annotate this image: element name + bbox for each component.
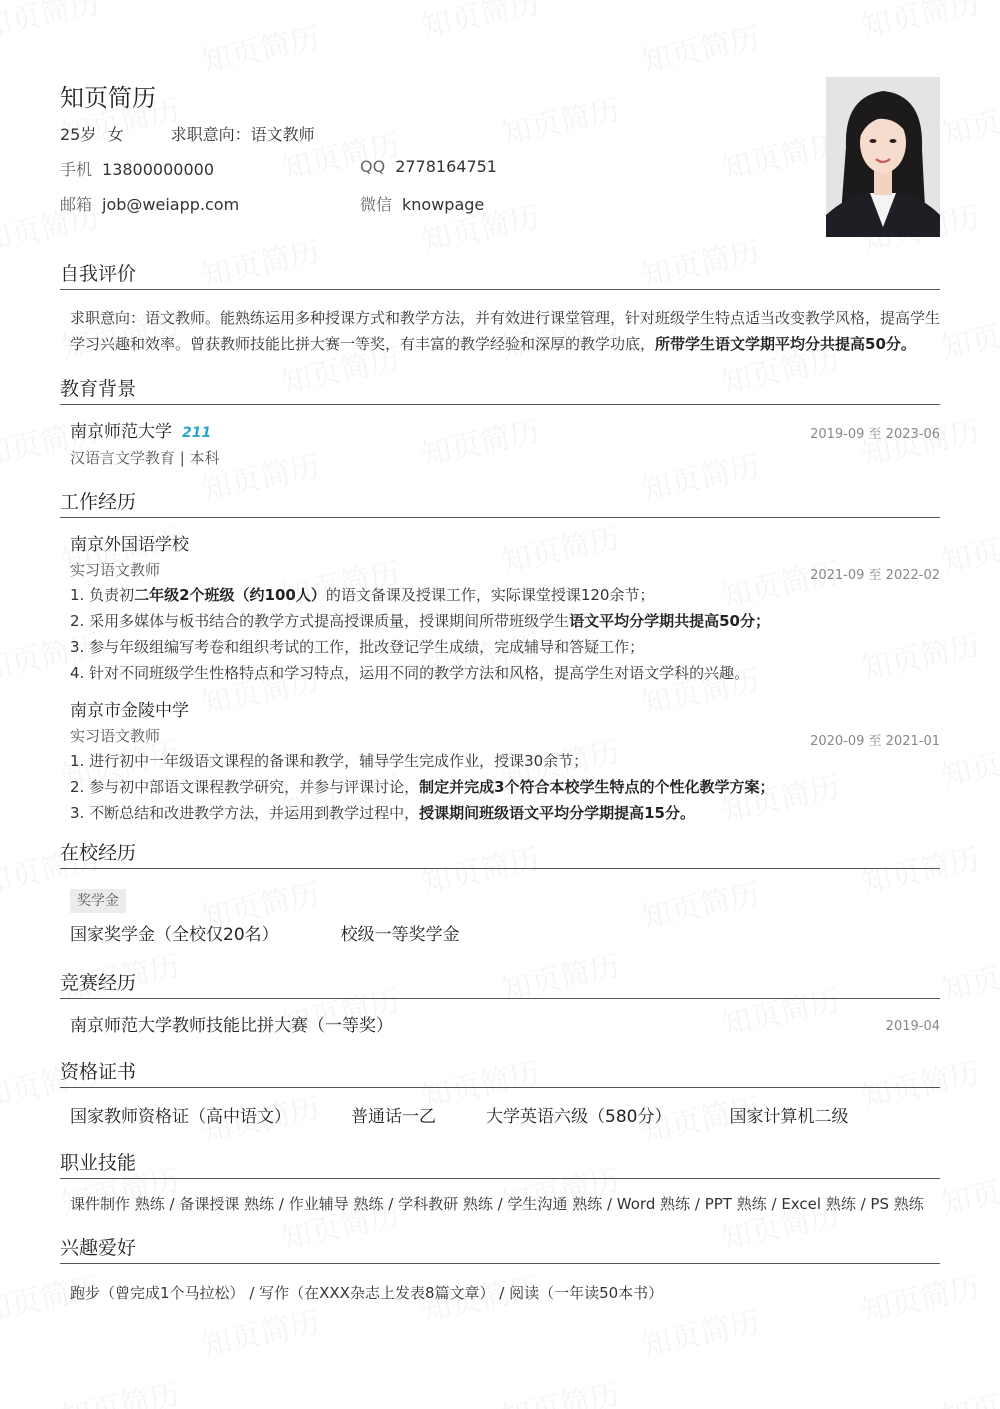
major-degree: 汉语言文学教育 | 本科 <box>70 449 220 467</box>
list-item <box>70 582 940 608</box>
phone-value: 13800000000 <box>102 160 214 179</box>
list-item <box>70 634 940 660</box>
basic-info <box>60 122 321 145</box>
profile-photo-portrait <box>826 77 940 237</box>
wechat-field <box>360 192 484 215</box>
section-campus-experience <box>60 840 940 948</box>
scholarship-list <box>70 922 940 948</box>
school-label: 南京师范大学 <box>70 422 172 442</box>
certificate-list <box>60 1088 940 1130</box>
profile-photo <box>826 77 940 237</box>
intent-value: 语文教师 <box>250 125 315 144</box>
list-item <box>70 660 940 686</box>
section-title: 兴趣爱好 <box>60 1235 940 1264</box>
section-work-experience <box>60 489 940 826</box>
wechat-label: 微信 <box>360 195 393 214</box>
age: 25岁 <box>60 125 97 144</box>
campus-body <box>60 869 940 948</box>
hobbies-text: 跑步（曾完成1个马拉松） / 写作（在XXX杂志上发表8篇文章） / 阅读（一年读50本书） <box>70 1284 664 1302</box>
list-item <box>70 774 940 800</box>
self-eval-plain: 求职意向：语文教师。能熟练运用多种授课方式和教学方法，并有效进行课堂管理，针对班级学生特点适当改变教学风格，提高学生学习兴趣和效率。曾获教师技能比拼大赛一等奖，有丰富的教学经验和深厚的教学功底， <box>70 309 941 353</box>
self-eval-highlight: 所带学生语文学期平均分共提高50分。 <box>655 335 916 353</box>
section-title: 在校经历 <box>60 840 940 869</box>
contest-name: 南京师范大学教师技能比拼大赛（一等奖） <box>70 1016 393 1036</box>
job-list <box>60 518 940 826</box>
education-date: 2019-09 至 2023-06 <box>810 427 940 442</box>
job-duties <box>70 582 940 686</box>
duty-text: 4. 针对不同班级学生性格特点和学习特点，运用不同的教学方法和风格，提高学生对语文学科的兴趣。 <box>70 664 750 682</box>
section-hobbies <box>60 1235 940 1306</box>
duty-highlight: 二年级2个班级（约100人） <box>134 586 326 604</box>
resume-header <box>60 0 940 240</box>
duty-text: 3. 参与年级组编写考卷和组织考试的工作，批改登记学生成绩，完成辅导和答疑工作； <box>70 638 645 656</box>
section-title: 工作经历 <box>60 489 940 518</box>
section-contest <box>60 970 940 1039</box>
list-item <box>70 800 940 826</box>
duty-text: 3. 不断总结和改进教学方法，并运用到教学过程中， <box>70 804 420 822</box>
watermark-text <box>937 1369 1000 1409</box>
list-item: 校级一等奖学金 <box>340 925 460 945</box>
self-evaluation-text <box>60 290 940 357</box>
job-role: 实习语文教师 <box>70 561 161 579</box>
watermark-text <box>197 1297 324 1365</box>
qq-value: 2778164751 <box>395 157 497 176</box>
contest-entry <box>60 999 940 1039</box>
email-value: job@weiapp.com <box>102 195 240 214</box>
company-name: 南京市金陵中学 <box>70 701 189 721</box>
section-skills <box>60 1150 940 1217</box>
watermark-text <box>717 1404 844 1409</box>
scholarship-tag: 奖学金 <box>70 889 126 913</box>
job-date: 2020-09 至 2021-01 <box>810 734 940 749</box>
phone-label: 手机 <box>60 160 93 179</box>
section-title: 竞赛经历 <box>60 970 940 999</box>
qq-label: QQ <box>360 157 386 176</box>
section-title: 教育背景 <box>60 376 940 405</box>
list-item <box>70 748 940 774</box>
intent-label: 求职意向： <box>170 125 251 144</box>
section-education <box>60 376 940 470</box>
section-certificates <box>60 1059 940 1130</box>
section-title: 职业技能 <box>60 1150 940 1179</box>
candidate-name: 知页简历 <box>60 84 156 112</box>
email-label: 邮箱 <box>60 195 93 214</box>
watermark-text <box>637 1297 764 1365</box>
list-item <box>70 608 940 634</box>
job-entry <box>70 698 940 826</box>
job-duties <box>70 748 940 826</box>
duty-highlight: 制定并完成3个符合本校学生特点的个性化教学方案； <box>419 778 775 796</box>
job-role: 实习语文教师 <box>70 727 161 745</box>
watermark-text <box>57 1369 184 1409</box>
contact-row-1 <box>60 157 497 180</box>
list-item: 国家计算机二级 <box>729 1107 849 1127</box>
list-item: 大学英语六级（580分） <box>486 1107 672 1127</box>
duty-text: 2. 参与初中部语文课程教学研究，并参与评课讨论， <box>70 778 420 796</box>
duty-text: 2. 采用多媒体与板书结合的教学方式提高授课质量，授课期间所带班级学生 <box>70 612 570 630</box>
job-entry <box>70 532 940 686</box>
duty-highlight: 语文平均分学期共提高50分； <box>569 612 770 630</box>
job-date: 2021-09 至 2022-02 <box>810 568 940 583</box>
contest-date: 2019-04 <box>885 1019 940 1034</box>
gender: 女 <box>107 125 124 144</box>
company-name: 南京外国语学校 <box>70 535 189 555</box>
watermark-text <box>277 1404 404 1409</box>
wechat-value: knowpage <box>402 195 485 214</box>
duty-highlight: 授课期间班级语文平均分学期提高15分。 <box>419 804 695 822</box>
watermark-text <box>497 1369 624 1409</box>
section-title: 资格证书 <box>60 1059 940 1088</box>
list-item: 国家教师资格证（高中语文） <box>70 1107 291 1127</box>
list-item: 普通话一乙 <box>351 1107 436 1127</box>
section-self-evaluation <box>60 261 940 357</box>
duty-text: 1. 负责初 <box>70 586 135 604</box>
duty-text: 1. 进行初中一年级语文课程的备课和教学，辅导学生完成作业，授课30余节； <box>70 752 589 770</box>
list-item: 国家奖学金（全校仅20名） <box>70 925 279 945</box>
section-title: 自我评价 <box>60 261 940 290</box>
duty-text: 的语文备课及授课工作，实际课堂授课120余节； <box>325 586 655 604</box>
contact-row-2 <box>60 192 485 215</box>
qq-field <box>360 157 497 176</box>
skills-text: 课件制作 熟练 / 备课授课 熟练 / 作业辅导 熟练 / 学科教研 熟练 / 学生沟通 熟练 / Word 熟练 / PPT 熟练 / Excel 熟练 / PS 熟练 <box>70 1195 924 1213</box>
education-entry <box>60 405 940 470</box>
badge-211: 211 <box>182 425 212 441</box>
